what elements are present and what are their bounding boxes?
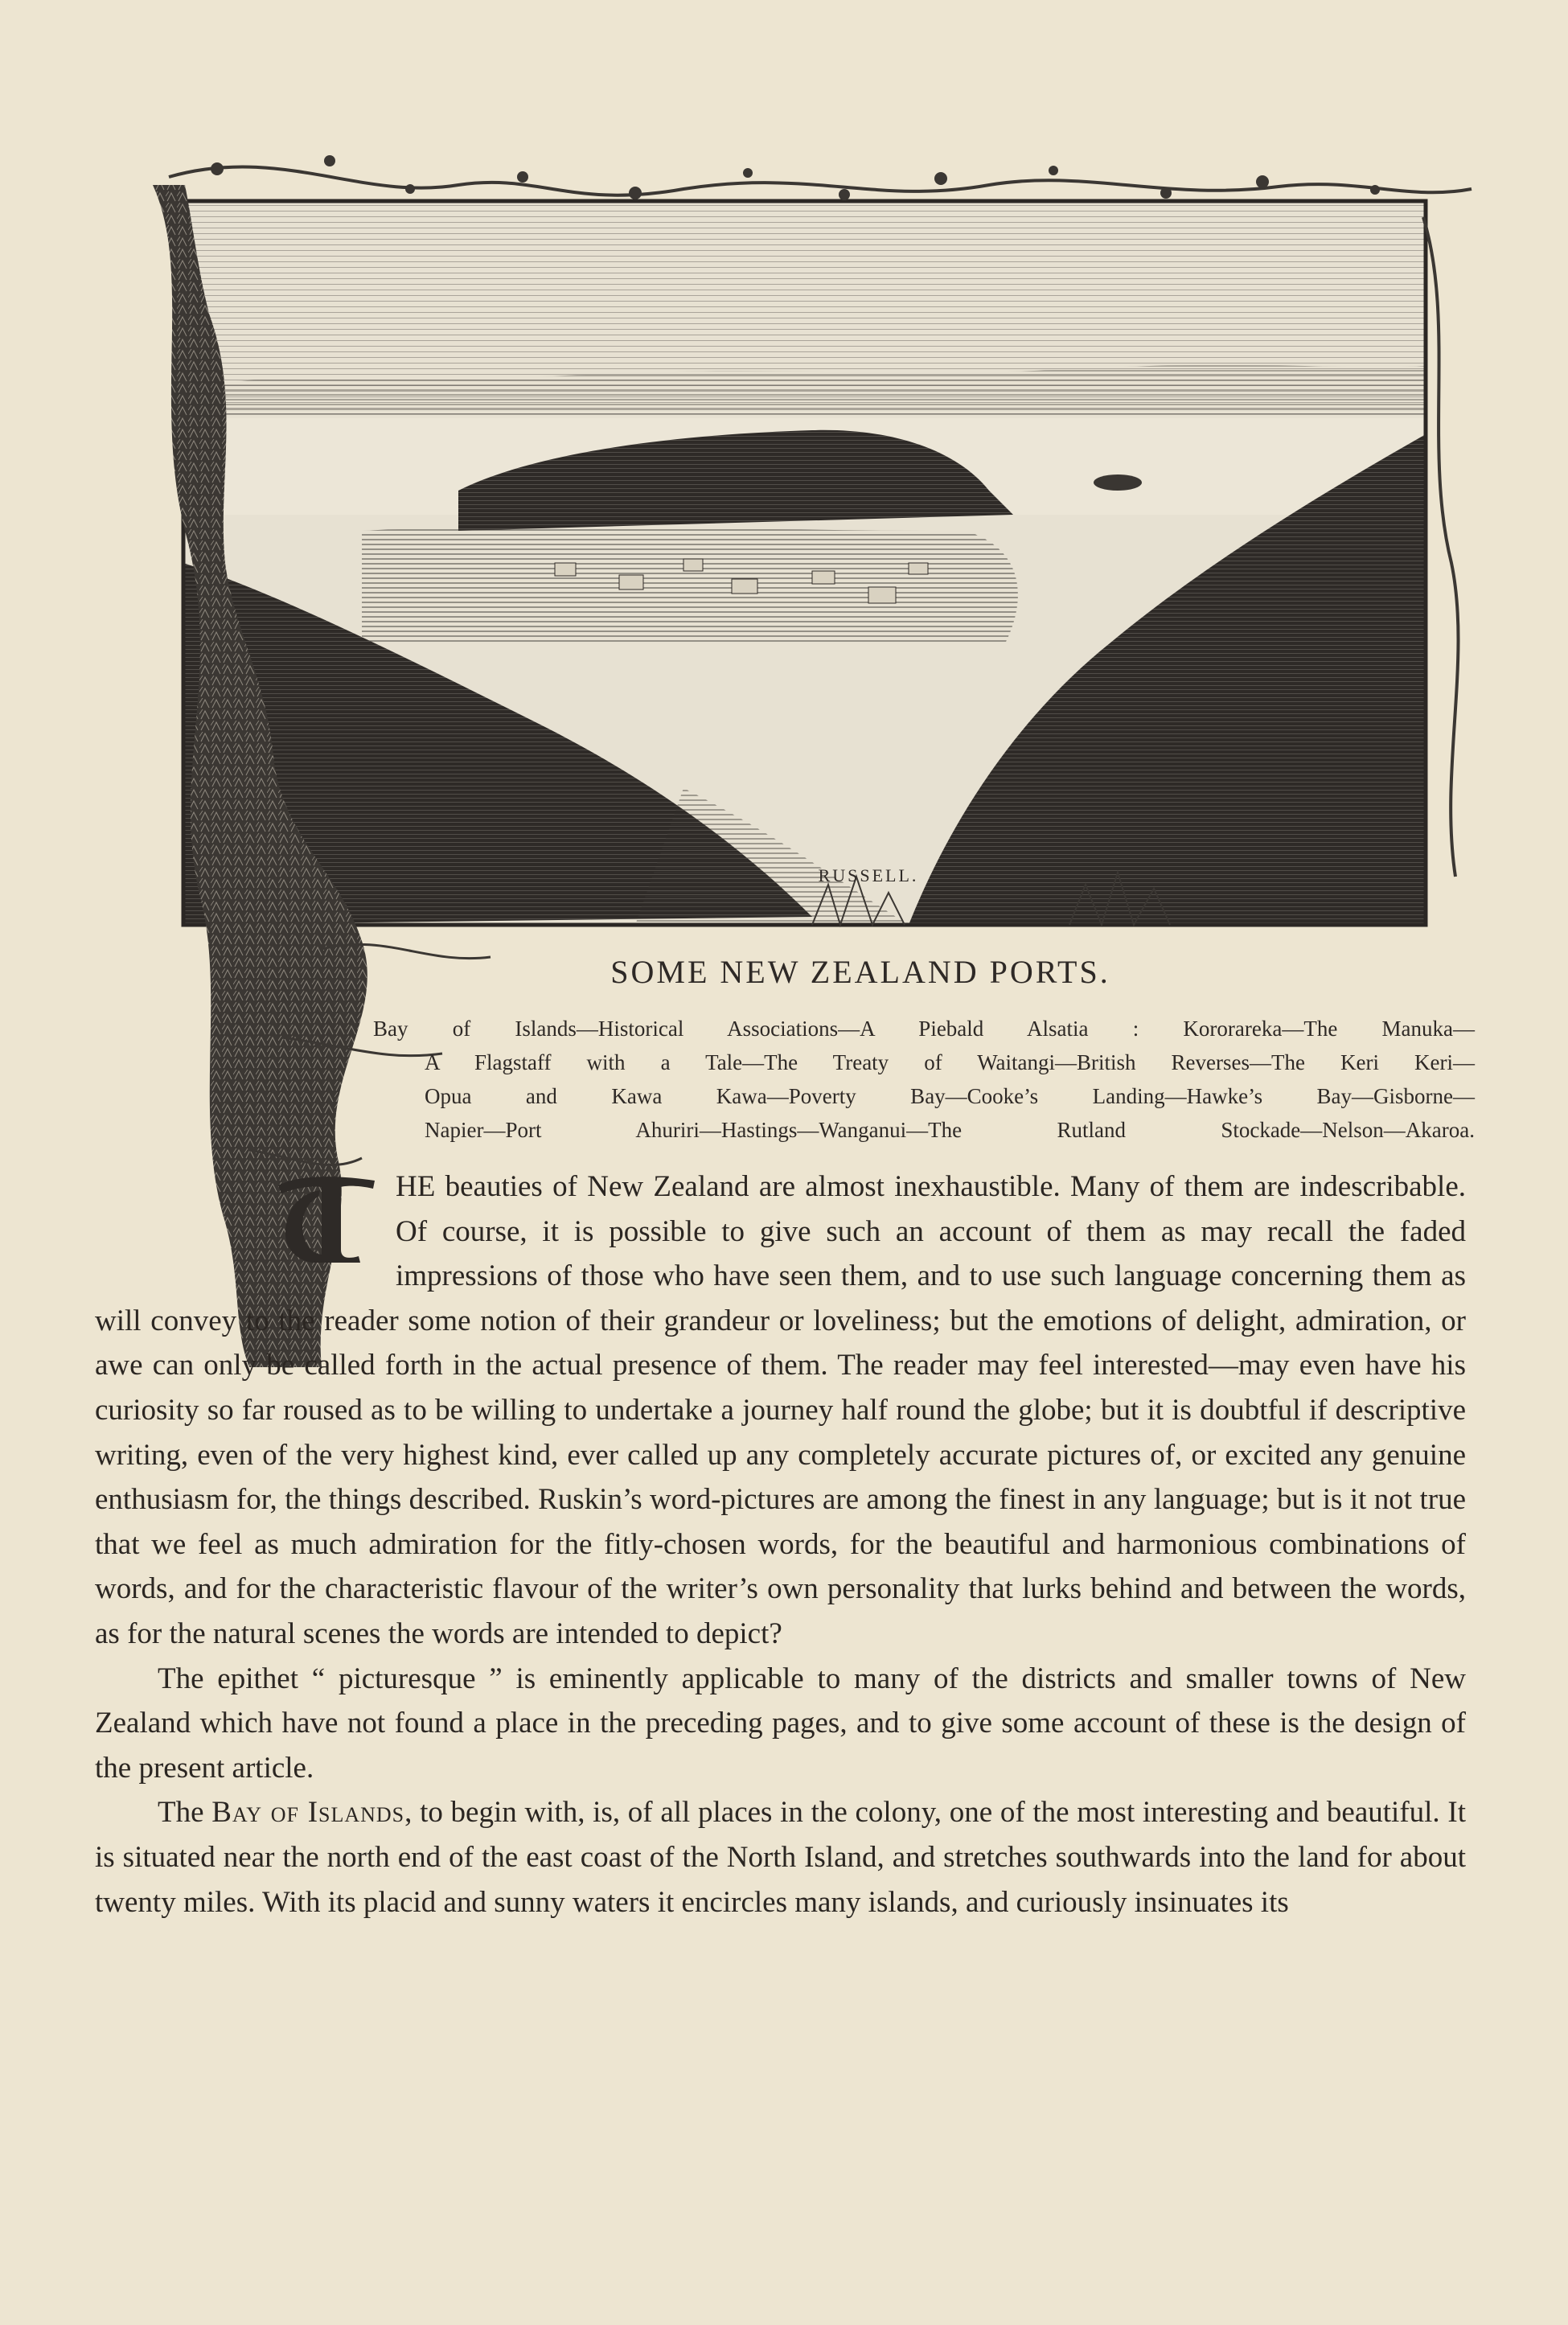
paragraph-text: , to begin with, is, of all places in the colony, one of the most interesting and beautiful. It is situated near the north end of the east coast of the North Island, and stretches southwards into the land for about twenty miles. With its placid and sunny waters it encircles many islands, and curiously insinuates its xyxy=(95,1796,1466,1919)
article-title: SOME NEW ZEALAND PORTS. xyxy=(610,954,1110,990)
drop-cap-t-icon xyxy=(270,1169,383,1264)
summary-line: Bay of Islands—Historical Associations—A Piebald Alsatia : Kororareka—The Manuka— xyxy=(373,1017,1475,1041)
paragraph-text: The xyxy=(158,1796,212,1830)
paragraph-text: HE beauties of New Zealand are almost inexhaustible. Many of them are indescribable. Of course, it is possible to give such an account of them as may recall the faded impressions of those who have seen them, and to use such language concerning them as will convey to the reader some notion of their grandeur or loveliness; but the emotions of delight, admiration, or awe can only be called forth in the actual presence of them. The reader may feel interested—may even have his curiosity so far roused as to be willing to undertake a journey half round the globe; but it is doubtful if descriptive writing, even of the very highest kind, ever called up any completely accurate pictures of, or excited any genuine enthusiasm for, the things described. Ruskin’s word-pictures are among the finest in any language; but is it not true that we feel as much admiration for the fitly-chosen words, for the beautiful and harmonious combinations of words, and for the characteristic flavour of the writer’s own personality that lurks behind and between the words, as for the natural scenes the words are intended to depict? xyxy=(95,1170,1466,1650)
chapter-summary xyxy=(373,1012,1475,1147)
paragraph xyxy=(95,1790,1466,1924)
paragraph xyxy=(95,1165,1466,1657)
figure-caption: RUSSELL. xyxy=(818,865,919,885)
small-caps-phrase: Bay of Islands xyxy=(211,1796,405,1830)
summary-line: Opua and Kawa Kawa—Poverty Bay—Cooke’s Landing—Hawke’s Bay—Gisborne— xyxy=(425,1084,1475,1108)
summary-line: Napier—Port Ahuriri—Hastings—Wanganui—The Rutland Stockade—Nelson—Akaroa. xyxy=(425,1118,1475,1142)
article-body xyxy=(95,1165,1466,1924)
summary-line: A Flagstaff with a Tale—The Treaty of Waitangi—British Reverses—The Keri Keri— xyxy=(425,1050,1475,1074)
paragraph: The epithet “ picturesque ” is eminently applicable to many of the districts and smaller towns of New Zealand which have not found a place in the preceding pages, and to give some account of these is the design of the present article. xyxy=(95,1662,1466,1785)
